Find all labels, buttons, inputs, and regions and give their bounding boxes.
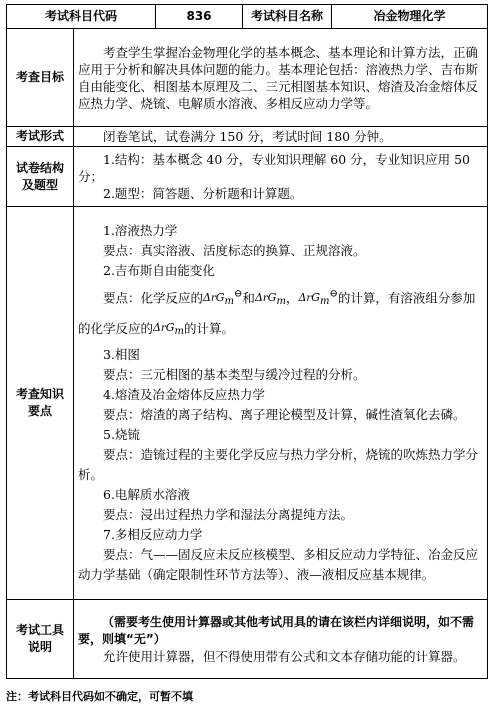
structure-line2: 2.题型：简答题、分析题和计算题。 [103,186,303,201]
section-point-5: 要点：造锍过程的主要化学反应与热力学分析，烧锍的吹炼热力学分析。 [78,447,479,483]
section-point-7: 要点：气——固反应未反应核模型、多相反应动力学特征、冶金反应动力学基础（确定限制性环节方法等）、液—液相反应基本规律。 [78,547,479,583]
section-title-4: 4.熔渣及冶金熔体反应热力学 [103,387,265,403]
objective-text: 考查学生掌握冶金物理化学的基本概念、基本理论和计算方法，正确应用于分析和解决具体问题的能力。基本理论包括：溶液热力学、吉布斯自由能变化、相图基本原理及二、三元相图基本知识、熔渣及冶金熔体反应热力学、烧锍、电解质水溶液、多相反应动力学等。 [78,44,479,111]
format-cell [74,127,488,147]
section-point-2-c: 的计算。 [184,320,235,336]
section-point-2-b: 的计算，有溶液组分参加的化学反应的 [78,290,476,336]
tools-label-line2: 说明 [27,640,52,654]
knowledge-row [7,207,488,600]
structure-row [7,147,488,207]
section-title-5: 5.烧锍 [103,427,140,443]
delta-g-standard-symbol-2: ΔrG$_m$⊖ [298,287,338,307]
subject-code-value: 836 [156,5,243,29]
comma-text: ， [285,290,299,306]
section-title-3: 3.相图 [103,347,140,363]
objective-label: 考查目标 [7,29,74,127]
and-text: 和 [242,290,255,306]
section-title-1: 1.溶液热力学 [103,222,178,238]
subject-name-value: 冶金物理化学 [332,5,488,29]
structure-label-line1: 试卷结构 [15,160,64,175]
section-point-3: 要点：三元相图的基本类型与缓冷过程的分析。 [103,367,366,383]
section-title-7: 7.多相反应动力学 [103,527,203,543]
section-point-4: 要点：熔渣的离子结构、离子理论模型及计算，碱性渣氧化去磷。 [103,407,466,423]
structure-cell [74,147,488,207]
section-title-6: 6.电解质水溶液 [103,487,190,503]
section-title-2: 2.吉布斯自由能变化 [103,262,215,278]
section-point-2-a: 要点：化学反应的 [103,290,204,306]
section-point-2 [78,281,483,345]
tools-label-line1: 考试工具 [15,623,64,637]
knowledge-label-line2: 要点 [27,404,52,418]
objective-row [7,29,488,127]
subject-code-label: 考试科目代码 [7,5,156,29]
exam-syllabus-table [6,4,488,679]
format-text: 闭卷笔试，试卷满分 150 分，考试时间 180 分钟。 [103,129,392,144]
tools-cell [74,600,488,679]
knowledge-cell [74,207,488,600]
tools-text: 允许使用计算器，但不得使用带有公式和文本存储功能的计算器。 [103,648,466,664]
structure-label-line2: 及题型 [21,177,58,192]
tools-row [7,600,488,679]
header-row [7,5,488,29]
delta-g-symbol: ΔrG$_m$ [254,290,286,307]
structure-label [7,147,74,207]
footnote: 注：考试科目代码如不确定，可暂不填 [6,690,193,703]
format-row [7,127,488,147]
delta-g-standard-symbol: ΔrG$_m$⊖ [203,287,243,307]
tools-instruction: （需要考生使用计算器或其他考试用具的请在该栏内详细说明，如不需要，则填“无”） [78,614,475,646]
section-point-6: 要点：浸出过程热力学和湿法分离提纯方法。 [103,507,354,523]
subject-name-label: 考试科目名称 [243,5,332,29]
structure-line1: 1.结构：基本概念 40 分，专业知识理解 60 分，专业知识应用 50 分； [78,152,471,184]
knowledge-label [7,207,74,600]
section-point-1: 要点：真实溶液、活度标态的换算、正规溶液。 [103,242,366,258]
objective-cell [74,29,488,127]
delta-g-symbol-2: ΔrG$_m$ [153,320,185,338]
tools-label [7,600,74,679]
format-label: 考试形式 [7,127,74,147]
knowledge-label-line1: 考查知识 [15,387,64,401]
